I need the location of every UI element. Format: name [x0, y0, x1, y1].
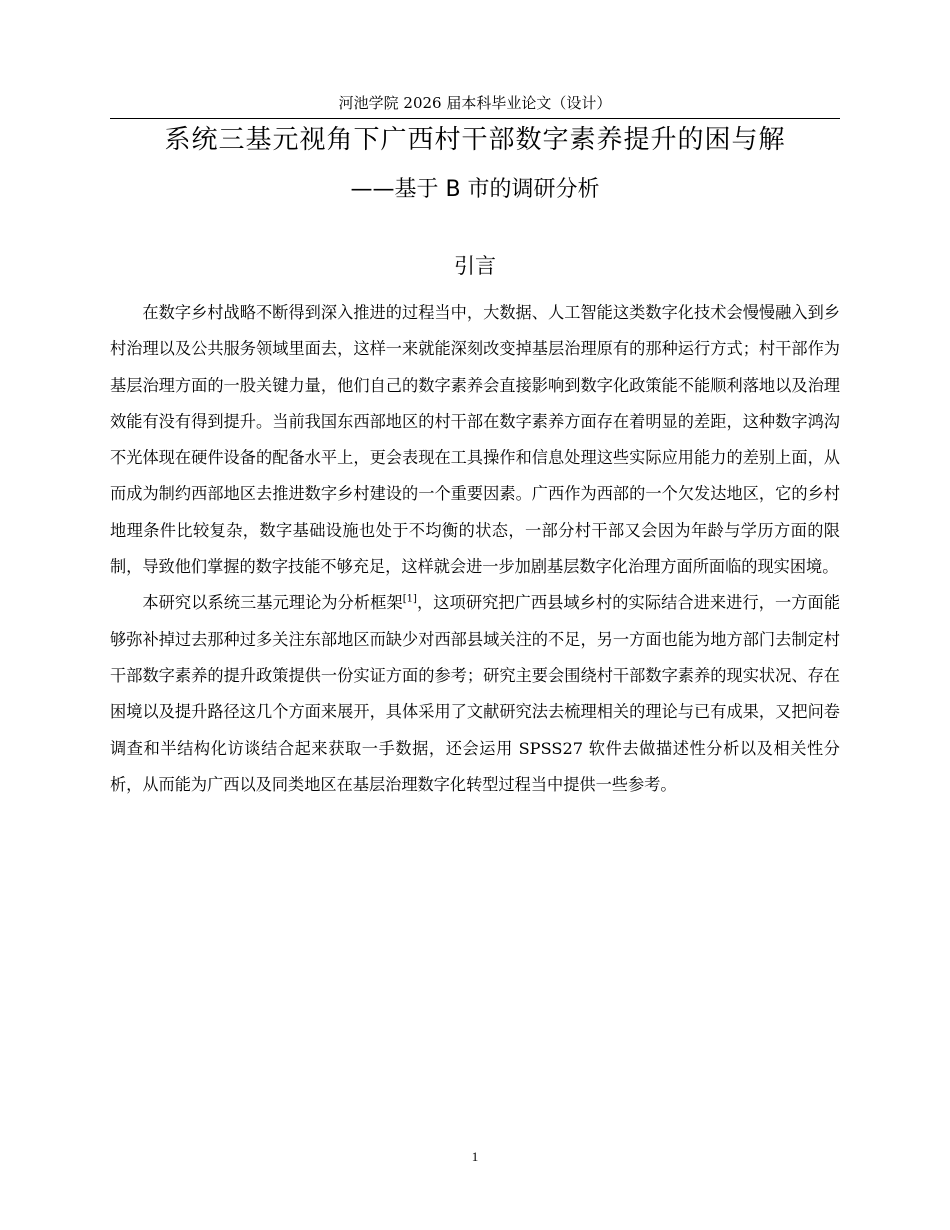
running-header: 河池学院 2026 届本科毕业论文（设计） — [338, 94, 612, 112]
page-number: 1 — [471, 1149, 479, 1164]
paragraph-2-text-end: ，这项研究把广西县域乡村的实际结合进来进行，一方面能够弥补掉过去那种过多关注东部地区而缺少对西部县域关注的不足，另一方面也能为地方部门去制定村干部数字素养的提升政策提供一份实证方面的参考；研究主要会围绕村干部数字素养的现实状况、存在困境以及提升路径这几个方面来展开，具体采用了文献研究法去梳理相关的理论与已有成果，又把问卷调查和半结构化访谈结合起来获取一手数据，还会运用 SPSS27 软件去做描述性分析以及相关性分析，从而能为广西以及同类地区在基层治理数字化转型过程当中提供一些参考。 — [110, 593, 841, 794]
paper-title: 系统三基元视角下广西村干部数字素养提升的困与解 — [164, 125, 786, 155]
section-heading-introduction: 引言 — [454, 254, 496, 278]
paper-subtitle: ——基于 B 市的调研分析 — [350, 177, 600, 202]
paragraph-2 — [110, 585, 840, 803]
paragraph-2-text-start: 本研究以系统三基元理论为分析框架 — [142, 593, 403, 613]
body-text — [110, 295, 840, 803]
paragraph-1: 在数字乡村战略不断得到深入推进的过程当中，大数据、人工智能这类数字化技术会慢慢融入到乡村治理以及公共服务领域里面去，这样一来就能深刻改变掉基层治理原有的那种运行方式；村干部作为基层治理方面的一股关键力量，他们自己的数字素养会直接影响到数字化政策能不能顺利落地以及治理效能有没有得到提升。当前我国东西部地区的村干部在数字素养方面存在着明显的差距，这种数字鸿沟不光体现在硬件设备的配备水平上，更会表现在工具操作和信息处理这些实际应用能力的差别上面，从而成为制约西部地区去推进数字乡村建设的一个重要因素。广西作为西部的一个欠发达地区，它的乡村地理条件比较复杂，数字基础设施也处于不均衡的状态，一部分村干部又会因为年龄与学历方面的限制，导致他们掌握的数字技能不够充足，这样就会进一步加剧基层数字化治理方面所面临的现实困境。 — [110, 303, 840, 577]
citation-marker[interactable]: [1] — [402, 593, 417, 605]
header-rule — [110, 118, 840, 119]
